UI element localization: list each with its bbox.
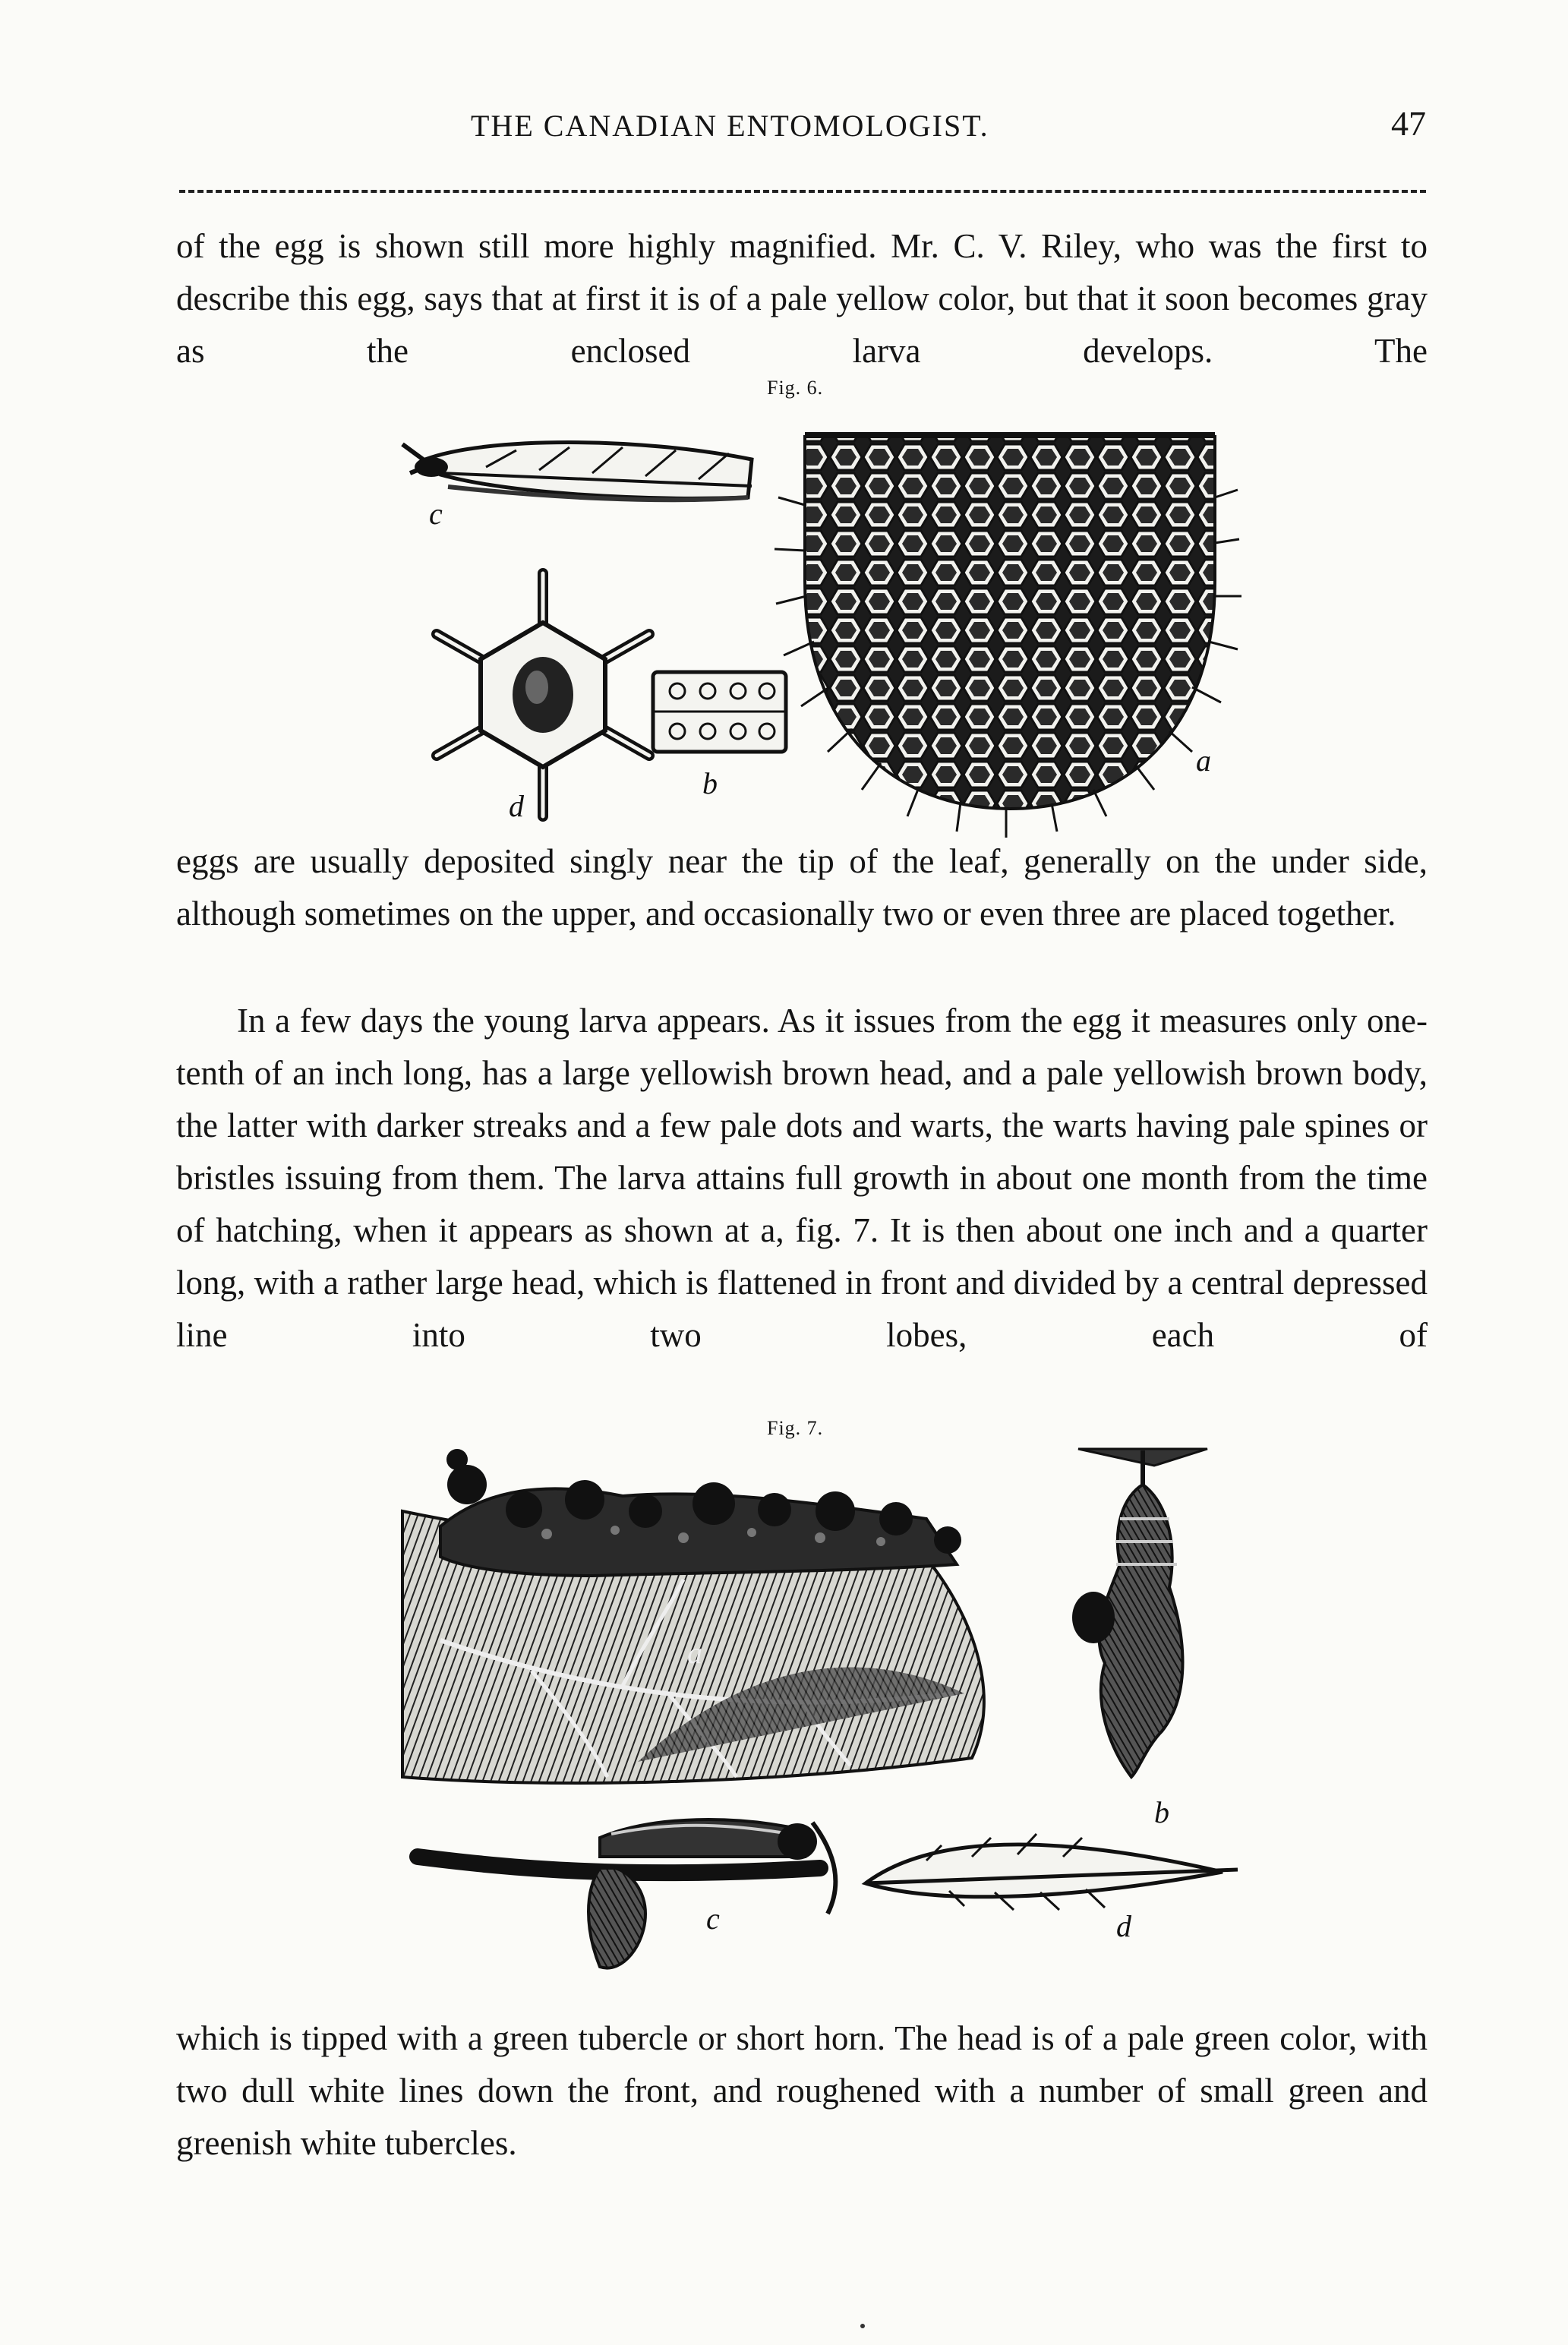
fig7-label-b: b	[1154, 1795, 1169, 1829]
paragraph-larva-growth: In a few days the young larva appears. As it issues from the egg it measures only one-tenth of an inch long, has a large yellowish brown head, and a pale yellowish brown body, the latter with darker streaks and a few pale dots and warts, the warts having pale spines or bristles issuing from them. The larva attains full growth in about one month from the time of hatching, when it appears as shown at a, fig. 7. It is then about one inch and a quarter long, with a rather large head, which is flattened in front and divided by a central depressed line into two lobes, each of	[176, 1002, 1428, 1354]
paragraph-egg-deposition: eggs are usually deposited singly near the tip of the leaf, generally on the under side, although sometimes on the upper, and occasionally two or even three are placed together.	[176, 842, 1428, 933]
paragraph-egg-description: of the egg is shown still more highly magnified. Mr. C. V. Riley, who was the first to describe this egg, says that at first it is of a pale yellow color, but that it soon becomes gray as the enclosed larva develops. The	[176, 227, 1428, 370]
paragraph-head-description: which is tipped with a green tubercle or short horn. The head is of a pale green color, with two dull white lines down the front, and roughened with a number of small green and greenish white tubercles.	[176, 2019, 1428, 2162]
fig6-egg-top-view	[437, 573, 649, 823]
fig7-young-larva	[418, 1820, 835, 1968]
figure-7-larva-illustration	[395, 1443, 1245, 1990]
printer-mark	[860, 2324, 865, 2328]
figure-6-caption: Fig. 6.	[767, 377, 824, 399]
fig6-egg-side-view	[653, 672, 786, 800]
page-number: 47	[1391, 104, 1426, 143]
figure-6-egg-illustration	[395, 414, 1245, 839]
fig7-label-d: d	[1116, 1909, 1131, 1943]
fig6-label-c: c	[429, 497, 443, 531]
fig7-leaf-drawing	[866, 1834, 1238, 1943]
header-rule	[179, 190, 1426, 193]
fig7-chrysalis	[1072, 1449, 1207, 1829]
fig6-label-d: d	[509, 789, 524, 823]
fig7-label-c: c	[706, 1902, 720, 1936]
running-title: THE CANADIAN ENTOMOLOGIST.	[471, 109, 989, 143]
fig7-larva-on-leaf	[402, 1449, 984, 1783]
fig6-magnified-egg	[775, 435, 1241, 838]
figure-7-svg	[395, 1443, 1245, 1990]
fig6-leaf-with-egg	[402, 443, 752, 532]
fig6-label-a: a	[1196, 743, 1211, 778]
figure-7-caption: Fig. 7.	[767, 1417, 824, 1439]
fig7-label-a: a	[687, 1636, 702, 1670]
figure-6-svg	[395, 414, 1245, 839]
fig6-label-b: b	[702, 766, 718, 800]
